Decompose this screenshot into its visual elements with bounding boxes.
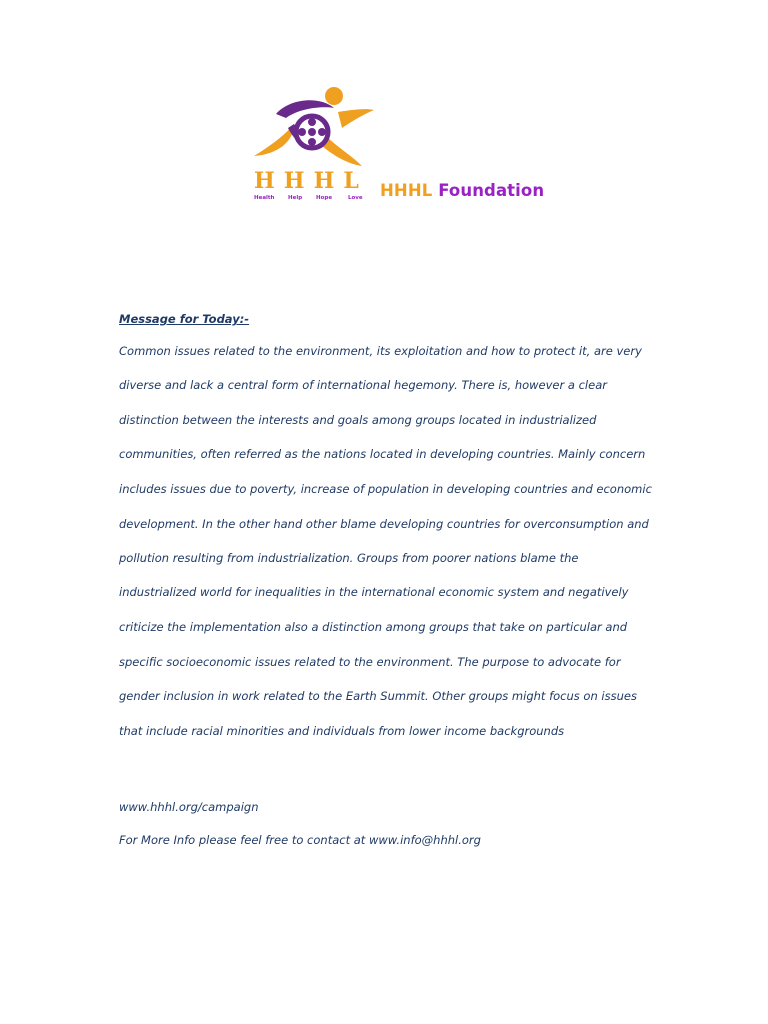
message-heading: Message for Today:- xyxy=(119,312,250,326)
logo-letters: HHHL xyxy=(254,168,368,194)
message-line-7: pollution resulting from industrialization. Groups from poorer nations blame the xyxy=(119,551,579,565)
website-link[interactable]: www.hhhl.org/campaign xyxy=(119,800,259,814)
message-line-1: Common issues related to the environment, its exploitation and how to protect it, are very xyxy=(119,344,642,358)
orange-wing-right-shape xyxy=(338,109,374,128)
org-title-foundation: Foundation xyxy=(438,181,545,200)
message-line-12: that include racial minorities and individuals from lower income backgrounds xyxy=(119,724,565,738)
message-line-6: development. In the other hand other blame developing countries for overconsumption and xyxy=(119,517,649,531)
figure-head-shape xyxy=(325,87,343,105)
logo-tagline-love: Love xyxy=(348,195,363,201)
contact-line: For More Info please feel free to contact at www.info@hhhl.org xyxy=(119,833,481,847)
orange-swoosh-left-shape xyxy=(254,124,294,156)
hhhl-logo xyxy=(250,84,375,202)
logo-tagline-hope: Hope xyxy=(316,195,333,201)
message-line-2: diverse and lack a central form of international hegemony. There is, however a clear xyxy=(119,378,607,392)
org-title-hhhl: HHHL xyxy=(380,181,433,200)
org-title xyxy=(380,181,544,200)
message-line-10: specific socioeconomic issues related to the environment. The purpose to advocate for xyxy=(119,655,621,669)
logo-graphic xyxy=(250,84,375,202)
message-line-3: distinction between the interests and goals among groups located in industrialized xyxy=(119,413,597,427)
logo-tagline-help: Help xyxy=(288,195,303,201)
message-line-8: industrialized world for inequalities in the international economic system and negatively xyxy=(119,585,629,599)
logo-tagline-health: Health xyxy=(254,195,275,201)
message-line-4: communities, often referred as the nations located in developing countries. Mainly concern xyxy=(119,447,646,461)
message-line-5: includes issues due to poverty, increase of population in developing countries and economic xyxy=(119,482,652,496)
message-line-9: criticize the implementation also a distinction among groups that take on particular and xyxy=(119,620,628,634)
message-line-11: gender inclusion in work related to the Earth Summit. Other groups might focus on issues xyxy=(119,689,637,703)
